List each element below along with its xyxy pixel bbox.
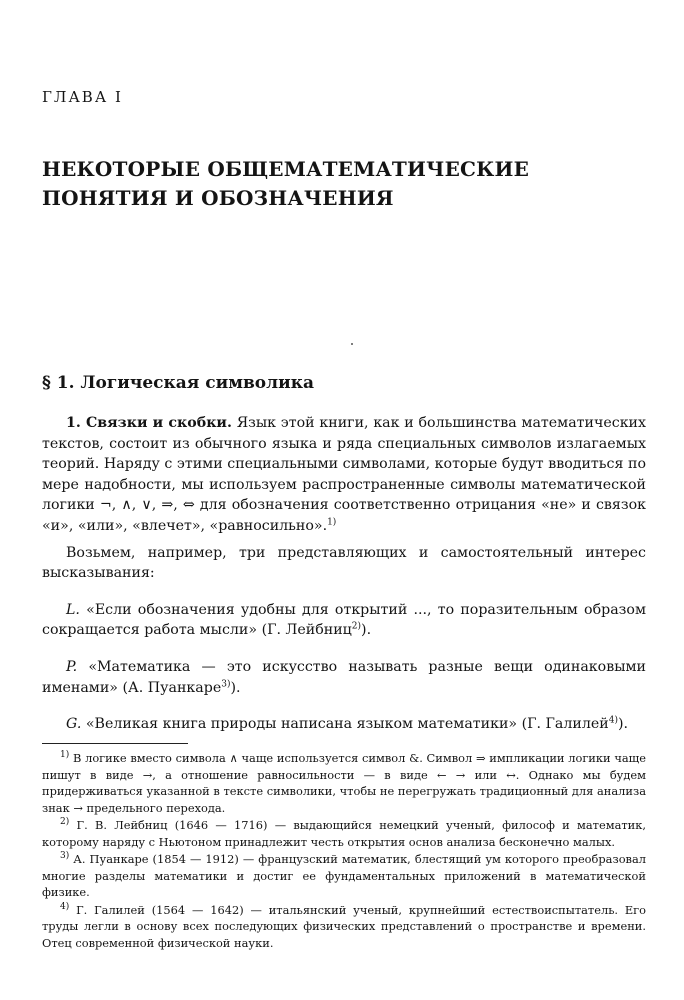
paragraph-text: Возьмем, например, три представляющих и самостоятельный интерес высказывания: — [42, 544, 646, 582]
section-number: § 1. — [42, 373, 75, 393]
print-speck — [351, 343, 353, 345]
quote-letter: P. — [66, 658, 78, 675]
footnote-mark: 3) — [60, 851, 70, 862]
footnote-divider — [42, 743, 188, 744]
quote-letter: G. — [66, 716, 82, 733]
footnote — [42, 851, 646, 901]
footnote-mark: 4) — [60, 901, 70, 912]
footnote-text: В логике вместо символа ∧ чаще используется символ &. Символ ⇒ импликации логики чаще пишут в виде →, а отношение равносильности — в виде ← → или ↔. Однако мы будем придерживаться указанной в тексте символики, чтобы не перегружать традиционный для анализа знак → предельного перехода. — [42, 751, 646, 815]
footnote — [42, 902, 646, 952]
footnote-text: Г. В. Лейбниц (1646 — 1716) — выдающийся немецкий ученый, философ и математик, которому наряду с Ньютоном принадлежит честь открытия основ анализа бесконечно малых. — [42, 818, 646, 849]
chapter-title — [42, 155, 529, 213]
quote-text: «Если обозначения удобны для открытий ..., то поразительным образом сокращается работа мысли» (Г. Лейбниц — [42, 601, 646, 639]
footnote-ref: 4) — [608, 715, 618, 726]
footnote — [42, 750, 646, 816]
paragraph — [42, 543, 646, 584]
chapter-label: ГЛАВА I — [42, 88, 123, 106]
chapter-title-line: НЕКОТОРЫЕ ОБЩЕМАТЕМАТИЧЕСКИЕ — [42, 157, 530, 181]
quote-tail: ). — [617, 716, 629, 733]
footnotes — [42, 750, 646, 952]
section-heading — [42, 373, 314, 393]
footnote — [42, 817, 646, 850]
quote-letter: L. — [66, 601, 80, 618]
quote — [42, 657, 646, 698]
paragraph — [42, 413, 646, 537]
footnote-mark: 1) — [60, 750, 70, 761]
quote-tail: ). — [361, 622, 372, 639]
section-title: Логическая символика — [80, 373, 315, 393]
footnote-text: А. Пуанкаре (1854 — 1912) — французский математик, блестящий ум которого преобразовал многие разделы математики и достиг ее фундаментальных приложений в математической физике. — [42, 852, 646, 899]
footnote-text: Г. Галилей (1564 — 1642) — итальянский ученый, крупнейший естествоиспытатель. Его труды легли в основу всех последующих физических представлений о пространстве и времени. Отец современной физической науки. — [42, 902, 647, 950]
footnote-ref: 3) — [221, 678, 231, 689]
quote-text: «Великая книга природы написана языком математики» (Г. Галилей — [85, 716, 609, 733]
paragraph-lead: 1. Связки и скобки. — [66, 415, 232, 431]
footnote-mark: 2) — [60, 817, 70, 828]
quote-tail: ). — [230, 679, 241, 696]
chapter-title-line: ПОНЯТИЯ И ОБОЗНАЧЕНИЯ — [42, 186, 394, 210]
quote — [42, 600, 646, 641]
quote — [42, 714, 646, 735]
quote-text: «Математика — это искусство называть разные вещи одинаковыми именами» (А. Пуанкаре — [42, 658, 646, 696]
footnote-ref: 1) — [327, 517, 337, 528]
main-text — [42, 413, 646, 735]
paragraph-text: Язык этой книги, как и большинства математических текстов, состоит из обычного языка и ряда специальных символов излагаемых теорий. Наряду с этими специальными символами, которые будут вводиться по мере надобности, мы используем распространенные символы математической логики ¬, ∧, ∨, ⇒, ⇔ для обозначения соответственно отрицания «не» и связок «и», «или», «влечет», «равносильно». — [42, 415, 647, 534]
footnote-ref: 2) — [351, 621, 362, 632]
